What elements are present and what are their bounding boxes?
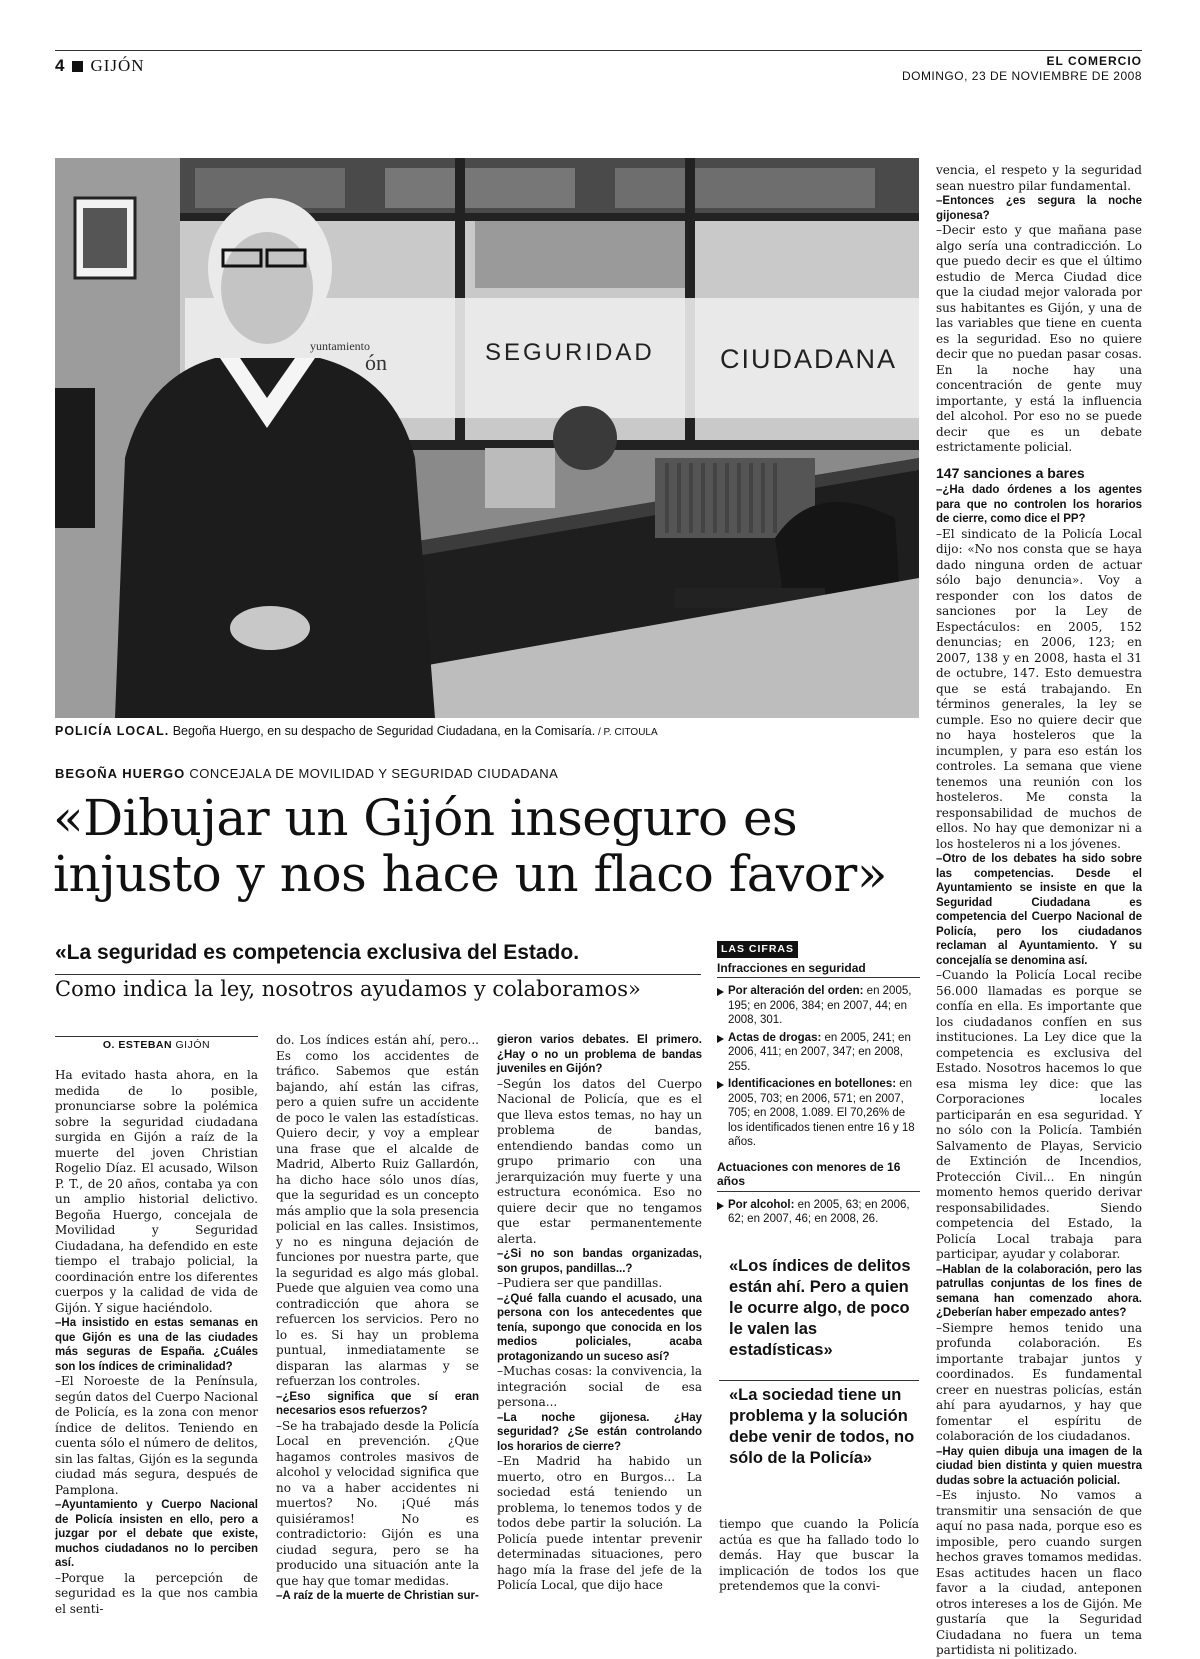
- question: –Ayuntamiento y Cuerpo Nacional de Policía insisten en ello, pero a juzgar por el debate que existe, muchos ciudadanos no lo perciben así.: [55, 1499, 258, 1569]
- figures-item: [717, 1077, 920, 1150]
- figures-item-label: Por alcohol:: [728, 1198, 795, 1211]
- answer: –Porque la percepción de seguridad es la que nos cambia el senti-: [55, 1570, 258, 1616]
- question: –¿Ha dado órdenes a los agentes para que no controlen los horarios de cierre, como dice el PP?: [936, 484, 1142, 525]
- headline-line-2: injusto y nos hace un flaco favor»: [53, 845, 887, 903]
- figures-item-label: Actas de drogas:: [728, 1031, 822, 1044]
- newspaper-brand: EL COMERCIO: [1046, 54, 1142, 68]
- figures-item-text: en 2005, 241; en 2006, 411; en 2007, 347; en 2008, 255.: [728, 1031, 911, 1073]
- issue-date: DOMINGO, 23 DE NOVIEMBRE DE 2008: [901, 69, 1142, 83]
- question: –Otro de los debates ha sido sobre las competencias. Desde el Ayuntamiento se insiste en que la Seguridad Ciudadana es competencia del Cuerpo Nacional de Policía, pero los ciudadanos reclaman al Ayuntamiento. Y su concejalía se denomina así.: [936, 853, 1142, 967]
- figures-item-label: Por alteración del orden:: [728, 985, 864, 997]
- subheadline-line-1: «La seguridad es competencia exclusiva del Estado.: [55, 941, 580, 964]
- answer: –Decir esto y que mañana pase algo sería una contradicción. Lo que puedo decir es que el último estudio de Merca Ciudad dice que la ciudad mejor valorada por sus habitantes es Gijón, y una de las variables que tiene en cuenta es la seguridad. Eso no quiere decir que no puedan pasar cosas. En la noche hay una concentración de gente muy importante, y está la influencia del alcohol. Por eso no se puede decir que es un debate estrictamente policial.: [936, 223, 1142, 454]
- answer: –El sindicato de la Policía Local dijo: «No nos consta que se haya dado ninguna orden de actuar sólo bajo denuncia». Voy a responder con los datos de sanciones por la Ley de Espectáculos: en 2005, 152 denuncias; en 2006, 123; en 2007, 138 y en 2008, hasta el 31 de octubre, 147. Esto demuestra que se está trabajando. En términos generales, la ley se cumple. Eso no quiere decir que no haya hosteleros que la incumplen, y para eso están los controles. La semana que viene tenemos una reunión con los hosteleros. Me consta la responsabilidad de muchos de ellos. No hay que demonizar ni a los hosteleros ni a los jóvenes.: [936, 526, 1142, 851]
- answer: –Muchas cosas: la convivencia, la integración social de esa persona...: [497, 1364, 702, 1409]
- byline-rule: [55, 1036, 258, 1037]
- figures-list: [717, 984, 920, 1150]
- subsection-heading: 147 sanciones a bares: [936, 464, 1085, 481]
- masthead: [902, 54, 1142, 83]
- caption-lead: POLICÍA LOCAL.: [55, 724, 170, 738]
- sign-small-1: yuntamiento: [310, 339, 370, 353]
- interviewee-name: BEGOÑA HUERGO: [55, 766, 186, 781]
- answer: –Pudiera ser que pandillas.: [497, 1276, 663, 1290]
- answer: vencia, el respeto y la seguridad sean nuestro pilar fundamental.: [936, 163, 1142, 193]
- subheadline-line-2: Como indica la ley, nosotros ayudamos y colaboramos»: [55, 977, 641, 1001]
- page-number: 4: [55, 56, 66, 75]
- section-name: GIJÓN: [90, 56, 145, 75]
- byline-author: O. ESTEBAN: [102, 1039, 173, 1051]
- figures-sidebar: [717, 941, 920, 1230]
- answer: tiempo que cuando la Policía actúa es que ha fallado todo lo demás. Hay que buscar la implicación de todos los que pretendemos que la convi-: [719, 1517, 919, 1593]
- answer: –El Noroeste de la Península, según datos del Cuerpo Nacional de Policía, es la zona con menor índice de delitos. Teniendo en cuenta sólo el número de delitos, sin las faltas, Gijón es la segunda ciudad más segura, después de Pamplona.: [55, 1374, 258, 1497]
- figures-section-title: Infracciones en seguridad: [717, 961, 920, 979]
- byline-place: GIJÓN: [172, 1039, 211, 1051]
- answer: –Se ha trabajado desde la Policía Local en prevención. ¿Que hagamos controles masivos de alcohol y velocidad significa que no va a haber accidentes ni muertos? No. ¡Qué más quisiéramos! No es contradictorio: Gijón es una ciudad segura, pero se ha producido una situación ante la que hay que tomar medidas.: [276, 1418, 479, 1588]
- figures-item: [717, 1198, 920, 1227]
- caption-text: Begoña Huergo, en su despacho de Seguridad Ciudadana, en la Comisaría.: [169, 724, 596, 738]
- question: –¿Eso significa que sí eran necesarios esos refuerzos?: [276, 1390, 479, 1417]
- headline: [53, 790, 933, 902]
- figures-item-text: en 2005, 195; en 2006, 384; en 2007, 44; en 2008, 301.: [728, 985, 912, 1026]
- sign-ciudadana: CIUDADANA: [720, 344, 898, 374]
- question: –¿Qué falla cuando el acusado, una persona con los antecedentes que tenía, supongo que conocida en los medios policiales, acaba protagonizando un suceso así?: [497, 1292, 702, 1363]
- article-photo: [55, 158, 919, 718]
- question: –La noche gijonesa. ¿Hay seguridad? ¿Se están controlando los horarios de cierre?: [497, 1411, 702, 1453]
- pull-quote-1: «Los índices de delitos están ahí. Pero a quien le ocurre algo, de poco le valen las estadísticas»: [729, 1257, 911, 1359]
- square-bullet-icon: [72, 61, 83, 72]
- office-photo-illustration: [55, 158, 919, 718]
- interviewee-kicker: [55, 766, 558, 781]
- article-column-5: [936, 163, 1142, 1659]
- figures-item: [717, 984, 920, 1028]
- article-column-1: [55, 1068, 258, 1617]
- answer: –Según los datos del Cuerpo Nacional de Policía, que es el que lleva estos temas, no hay un problema de bandas, entendiendo bandas como un grupo primario con una jerarquización muy fuerte y una estructura económica. Eso no quiere decir que no tengamos que estar permanentemente alerta.: [497, 1076, 702, 1246]
- figures-tag: LAS CIFRAS: [717, 941, 798, 958]
- interviewee-role: CONCEJALA DE MOVILIDAD Y SEGURIDAD CIUDADANA: [185, 766, 559, 781]
- article-column-4: [719, 1517, 919, 1595]
- headline-line-1: «Dibujar un Gijón inseguro es: [53, 789, 798, 847]
- question: –Entonces ¿es segura la noche gijonesa?: [936, 195, 1142, 222]
- answer: do. Los índices están ahí, pero... Es como los accidentes de tráfico. Sabemos que están bajando, ahí están las cifras, pero a quien sufre un accidente de poco le valen las estadísticas. Quiero decir, y voy a emplear una frase que el alcalde de Madrid, Alberto Ruiz Gallardón, ha dicho hace sólo unos días, que la seguridad es un concepto más amplio que la sola presencia policial en las calles. Insistimos, y no es ninguna dejación de funciones por nuestra parte, que la seguridad es algo más global. Puede que alguien vea como una contradicción que ahora se refuercen los servicios. Pero no lo es. Si hay un problema puntual, inmediatamente se disparan las alarmas y se refuerzan los controles.: [276, 1033, 479, 1388]
- answer: –Cuando la Policía Local recibe 56.000 llamadas es porque se confía en ella. Es importante que los ciudadanos confíen en sus instituciones. La Ley dice que la competencia es exclusiva del Estado. Nosotros hacemos lo que esa misma ley dice: que las Corporaciones locales participarán en esa seguridad. Y no sólo con la Policía. También Salvamento de Playas, Servicio de Extinción de Incendios, Protección Civil... En ningún momento hemos querido derivar responsabilidades. Siendo competencia del Estado, la Policía Local trabaja para participar, ayudar y colaborar.: [936, 968, 1142, 1261]
- pull-quote-rule: [719, 1380, 919, 1381]
- question: –Ha insistido en estas semanas en que Gijón es una de las ciudades más seguras de España. ¿Cuáles son los índices de criminalidad?: [55, 1317, 258, 1373]
- page-header-section: [55, 56, 145, 76]
- article-column-3: [497, 1033, 702, 1594]
- photo-caption: [55, 724, 919, 738]
- question: –¿Si no son bandas organizadas, son grupos, pandillas...?: [497, 1248, 702, 1275]
- pull-quote-2: «La sociedad tiene un problema y la solución debe venir de todos, no sólo de la Policía»: [729, 1386, 915, 1467]
- figures-item-text: en 2005, 703; en 2006, 571; en 2007, 705; en 2008, 1.089. El 70,26% de los identificados tienen entre 16 y 18 años.: [728, 1078, 915, 1148]
- figures-list-2: [717, 1198, 920, 1227]
- question: –Hay quien dibuja una imagen de la ciudad bien distinta y quien muestra dudas sobre la actuación policial.: [936, 1445, 1142, 1487]
- photo-credit: / P. CITOULA: [595, 727, 658, 738]
- figures-item-text: en 2005, 63; en 2006, 62; en 2007, 46; en 2008, 26.: [728, 1198, 910, 1225]
- question: –Hablan de la colaboración, pero las patrullas conjuntas de los fines de semana han comenzado ahora. ¿Deberían haber empezado antes?: [936, 1263, 1142, 1319]
- intro-paragraph: Ha evitado hasta ahora, en la medida de lo posible, pronunciarse sobre la polémica sobre la seguridad ciudadana surgida en Gijón a raíz de la muerte del joven Christian Rogelio Díaz. El acusado, Wilson P. T., de 20 años, contaba ya con un amplio historial delictivo. Begoña Huergo, concejala de Movilidad y Seguridad Ciudadana, ha defendido en este tiempo el trabajo policial, la coordinación entre los diferentes cuerpos y la calidad de vida de Gijón. Y sigue haciéndolo.: [55, 1068, 258, 1315]
- answer: –Siempre hemos tenido una profunda colaboración. Es importante trabajar juntos y coordinados. Es fundamental creer en nuestras policías, están ahí para ayudarnos, y hay que fomentar el espíritu de colaboración de los ciudadanos.: [936, 1320, 1142, 1443]
- sign-small-2: ón: [365, 350, 387, 375]
- header-rule: [55, 50, 1142, 51]
- figures-item: [717, 1031, 920, 1075]
- answer: –Es injusto. No vamos a transmitir una sensación de que aquí no pasa nada, porque eso es imposible, pero cuando surgen hechos graves tomamos medidas. Esas actitudes hacen un flaco favor a la ciudad, anteponen otros intereses a los de Gijón. Me gustaría que la Seguridad Ciudadana no fuera un tema partidista ni politizado.: [936, 1488, 1142, 1657]
- figures-item-label: Identificaciones en botellones:: [728, 1078, 897, 1090]
- subheadline-rule: [55, 974, 701, 975]
- figures-section-title-2: Actuaciones con menores de 16 años: [717, 1160, 920, 1192]
- sign-seguridad: SEGURIDAD: [485, 339, 655, 366]
- question: gieron varios debates. El primero. ¿Hay o no un problema de bandas juveniles en Gijón?: [497, 1034, 702, 1075]
- byline: [55, 1039, 258, 1051]
- article-column-2: [276, 1033, 479, 1604]
- question: –A raíz de la muerte de Christian sur-: [276, 1590, 479, 1602]
- answer: –En Madrid ha habido un muerto, otro en Burgos... La sociedad está teniendo un problema, lo tenemos todos y de todos debe partir la solución. La Policía puede intentar prevenir determinadas situaciones, pero hago mía la frase del jefe de la Policía Local, que dijo hace: [497, 1454, 702, 1592]
